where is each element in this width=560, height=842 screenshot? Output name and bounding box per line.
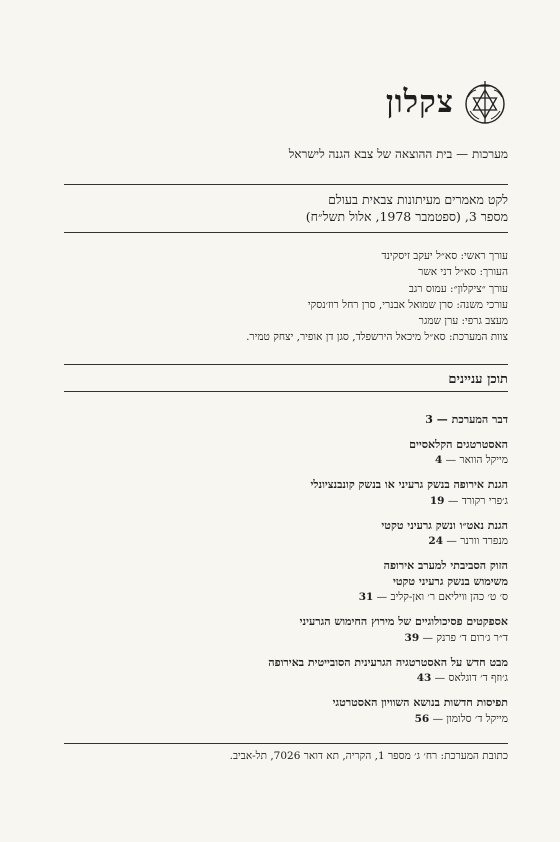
staff-line: עורכי משנה: סרן שמואל אבנרי, סרן רחל רוז׳נסקי: [307, 298, 508, 311]
toc-entry: [48, 558, 508, 605]
toc-entry-author: ס׳ ט׳ כהן וויליאם ר׳ ואן-קליב: [390, 591, 508, 603]
toc-entry-dash: —: [419, 631, 437, 644]
toc-entry-page: 19: [429, 494, 445, 507]
toc-entry-author-line: [48, 711, 508, 727]
divider: [64, 232, 508, 233]
toc-entry-author: ד״ר ג׳רום ד׳ פרנק: [436, 631, 508, 644]
divider: [64, 391, 508, 392]
toc-entry-author: ג׳וזף ד׳ דוגלאס: [448, 672, 508, 684]
divider: [64, 743, 508, 744]
toc-entry-title: אספקטים פסיכולוגיים של מירוץ החימוש הגרעיני: [299, 615, 508, 628]
toc-entry-title: דבר המערכת — 3: [425, 413, 508, 426]
toc-entry: [48, 614, 508, 646]
toc-entry-author: ג׳פרי רקורד: [461, 494, 508, 507]
editorial-staff-list: [246, 248, 508, 346]
toc-entry-dash: —: [443, 535, 461, 547]
toc-entry: [48, 437, 508, 469]
star-of-david-sword-emblem-icon: [462, 77, 508, 127]
toc-entry-page: 43: [416, 672, 432, 684]
toc-entry-page: 56: [414, 712, 430, 725]
toc-entry-author: מייקל הוואר: [459, 454, 508, 466]
toc-entry-author: מנפרד וורנר: [460, 535, 508, 547]
toc-entry-page: 4: [435, 454, 443, 466]
editorial-address: כתובת המערכת: רח׳ ג׳ מספר 1, הקריה, תא דואר 7026, תל-אביב.: [229, 750, 508, 762]
collection-block: [306, 191, 508, 225]
toc-entry-title: מבט חדש על האסטרטגיה הגרעינית הסובייטית באירופה: [268, 655, 508, 669]
toc-entry: [48, 695, 508, 727]
staff-line: העורך: סא״ל דני אשר: [418, 266, 508, 279]
collection-title: לקט מאמרים מעיתונות צבאית בעולם: [328, 192, 508, 207]
toc-entry-title: הזוק הסביבתי למערב אירופה: [383, 559, 508, 572]
toc-entry: [48, 412, 508, 428]
toc-entry: [48, 518, 508, 550]
toc-entry-dash: —: [373, 591, 391, 603]
toc-entry-page: 24: [428, 535, 444, 547]
toc-entry-dash: —: [444, 494, 462, 507]
logo-title: צקלון: [385, 83, 454, 120]
staff-line: מעצב גרפי: ערן שמגר: [418, 315, 508, 328]
toc-entry-author-line: [48, 630, 508, 646]
publisher-line: מערכות — בית ההוצאה של צבא הגנה לישראל: [288, 147, 508, 161]
toc-entry-author-line: [48, 533, 508, 549]
toc-entry-dash: —: [442, 454, 460, 466]
toc-entry-title: משימוש בנשק גרעיני טקטי: [392, 574, 508, 588]
toc-entry-author-line: [48, 452, 508, 468]
divider: [64, 364, 508, 365]
issue-number: מספר 3, (ספטמבר 1978, אלול תשל״ח): [305, 209, 508, 224]
toc-entry-dash: —: [431, 672, 449, 684]
toc-entry-page: 39: [404, 631, 420, 644]
toc-entry-author: מייקל ד׳ סלומון: [446, 712, 508, 725]
toc-entry: [48, 477, 508, 509]
divider: [64, 184, 508, 185]
toc-entry-author-line: [48, 670, 508, 686]
masthead: [386, 76, 508, 128]
toc-entry-title: תפיסות חדשות בנושא השוויון האסטרטגי: [332, 696, 508, 709]
toc-heading: תוכן עניינים: [448, 372, 508, 387]
staff-line: עורך ״ציקלון״: עמוס רגב: [408, 282, 508, 295]
toc-entry-title: הגנת אירופה בנשק גרעיני או בנשק קונבנציונלי: [310, 478, 508, 491]
toc-entry-author-line: [48, 493, 508, 509]
toc-entry: [48, 655, 508, 687]
toc-entry-title: הגנת נאט״ו ונשק גרעיני טקטי: [381, 518, 508, 532]
table-of-contents: [48, 412, 508, 736]
staff-line: צוות המערכת: סא״ל מיכאל הירשפלד, סגן דן אופיר, יצחק טמיר.: [246, 331, 508, 344]
toc-entry-title: האסטרטגים הקלאסיים: [409, 437, 508, 451]
staff-line: עורך ראשי: סא״ל יעקב זיסקינד: [381, 250, 508, 262]
toc-entry-dash: —: [429, 712, 447, 725]
toc-entry-author-line: [48, 589, 508, 605]
toc-entry-page: 31: [358, 591, 374, 603]
